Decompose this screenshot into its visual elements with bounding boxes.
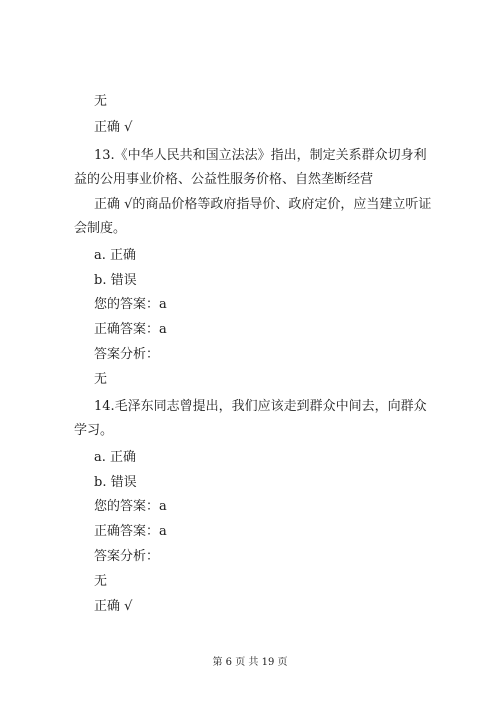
answer-analysis-label: 答案分析：: [94, 549, 160, 564]
page-footer: 第 6 页 共 19 页: [212, 657, 288, 668]
correct-answer: 正确答案：a: [94, 524, 167, 539]
text-line: 无: [94, 94, 108, 109]
option-b: b. 错误: [94, 273, 137, 288]
option-a: a. 正确: [94, 248, 137, 263]
answer-analysis-text: 无: [94, 574, 108, 589]
question-13-line: 益的公用事业价格、公益性服务价格、自然垄断经营: [74, 172, 374, 187]
option-a: a. 正确: [94, 450, 137, 465]
your-answer: 您的答案：a: [94, 499, 167, 514]
text-line: 正确 √: [94, 120, 133, 135]
correct-answer: 正确答案：a: [94, 322, 167, 337]
question-14-line: 学习。: [74, 423, 114, 438]
question-13-line: 13.《中华人民共和国立法法》指出，制定关系群众切身利: [94, 148, 427, 163]
option-b: b. 错误: [94, 475, 137, 490]
question-14-line: 14.毛泽东同志曾提出，我们应该走到群众中间去，向群众: [94, 399, 427, 414]
question-13-line: 会制度。: [74, 221, 127, 236]
correct-mark: 正确 √: [94, 599, 133, 614]
your-answer: 您的答案：a: [94, 297, 167, 312]
answer-analysis-text: 无: [94, 372, 108, 387]
question-13-line: 正确 √的商品价格等政府指导价、政府定价，应当建立听证: [94, 197, 432, 212]
answer-analysis-label: 答案分析：: [94, 347, 160, 362]
